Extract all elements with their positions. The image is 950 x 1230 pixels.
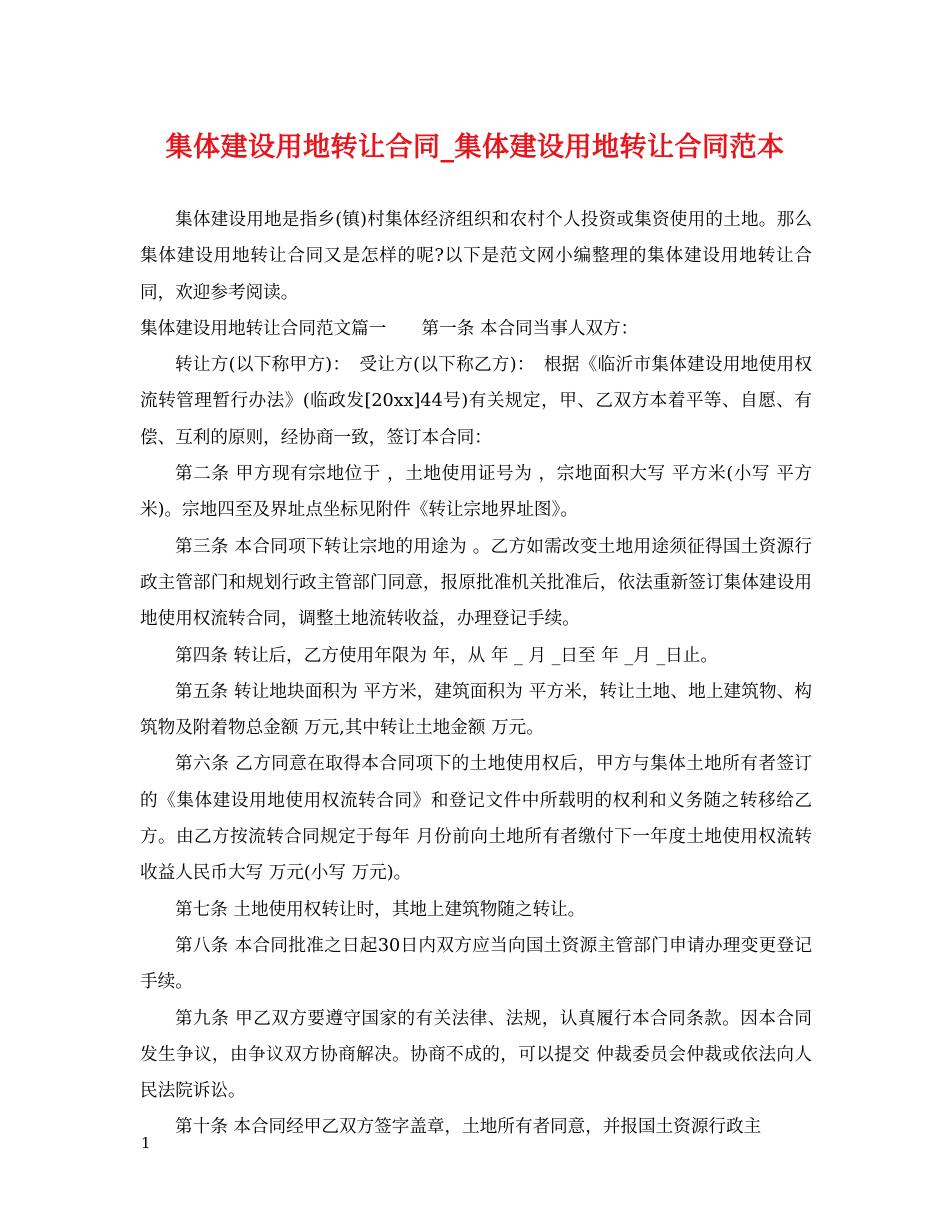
document-title: 集体建设用地转让合同_集体建设用地转让合同范本: [165, 132, 785, 163]
paragraph-article-8: 第八条 本合同批准之日起30日内双方应当向国土资源主管部门申请办理变更登记手续。: [140, 935, 812, 993]
paragraph-article-9: 第九条 甲乙双方要遵守国家的有关法律、法规，认真履行本合同条款。因本合同发生争议，由争议双方协商解决。协商不成的，可以提交 仲裁委员会仲裁或依法向人民法院诉讼。: [140, 1008, 812, 1102]
paragraph-parties: 转让方(以下称甲方)： 受让方(以下称乙方)： 根据《临沂市集体建设用地使用权流转管理暂行办法》(临政发[20xx]44号)有关规定，甲、乙双方本着平等、自愿、有偿、互利的原则，经协商一致，签订本合同：: [140, 355, 812, 448]
paragraph-article-5: 第五条 转让地块面积为 平方米，建筑面积为 平方米，转让土地、地上建筑物、构筑物及附着物总金额 万元,其中转让土地金额 万元。: [140, 681, 812, 739]
paragraph-article-3: 第三条 本合同项下转让宗地的用途为 。乙方如需改变土地用途须征得国土资源行政主管部门和规划行政主管部门同意，报原批准机关批准后，依法重新签订集体建设用地使用权流转合同，调整土地流转收益，办理登记手续。: [140, 536, 812, 630]
paragraph-article-10: 第十条 本合同经甲乙双方签字盖章，土地所有者同意，并报国土资源行政主: [175, 1117, 762, 1138]
paragraph-section-heading: 集体建设用地转让合同范文篇一 第一条 本合同当事人双方：: [140, 318, 639, 339]
paragraph-article-6: 第六条 乙方同意在取得本合同项下的土地使用权后，甲方与集体土地所有者签订的《集体建设用地使用权流转合同》和登记文件中所载明的权利和义务随之转移给乙方。由乙方按流转合同规定于每年 月份前向土地所有者缴付下一年度土地使用权流转收益人民币大写 万元(小写 万元)。: [140, 754, 812, 884]
document-body: [140, 202, 812, 1146]
paragraph-article-2: 第二条 甲方现有宗地位于 ，土地使用证号为 ，宗地面积大写 平方米(小写 平方米)。宗地四至及界址点坐标见附件《转让宗地界址图》。: [140, 464, 812, 521]
paragraph-article-7: 第七条 土地使用权转让时，其地上建筑物随之转让。: [175, 899, 586, 920]
paragraph-intro: 集体建设用地是指乡(镇)村集体经济组织和农村个人投资或集资使用的土地。那么集体建设用地转让合同又是怎样的呢?以下是范文网小编整理的集体建设用地转让合同，欢迎参考阅读。: [140, 210, 812, 303]
page-number: 1: [141, 1134, 151, 1152]
paragraph-article-4: 第四条 转让后，乙方使用年限为 年，从 年 _ 月 _日至 年 _月 _日止。: [175, 645, 718, 666]
